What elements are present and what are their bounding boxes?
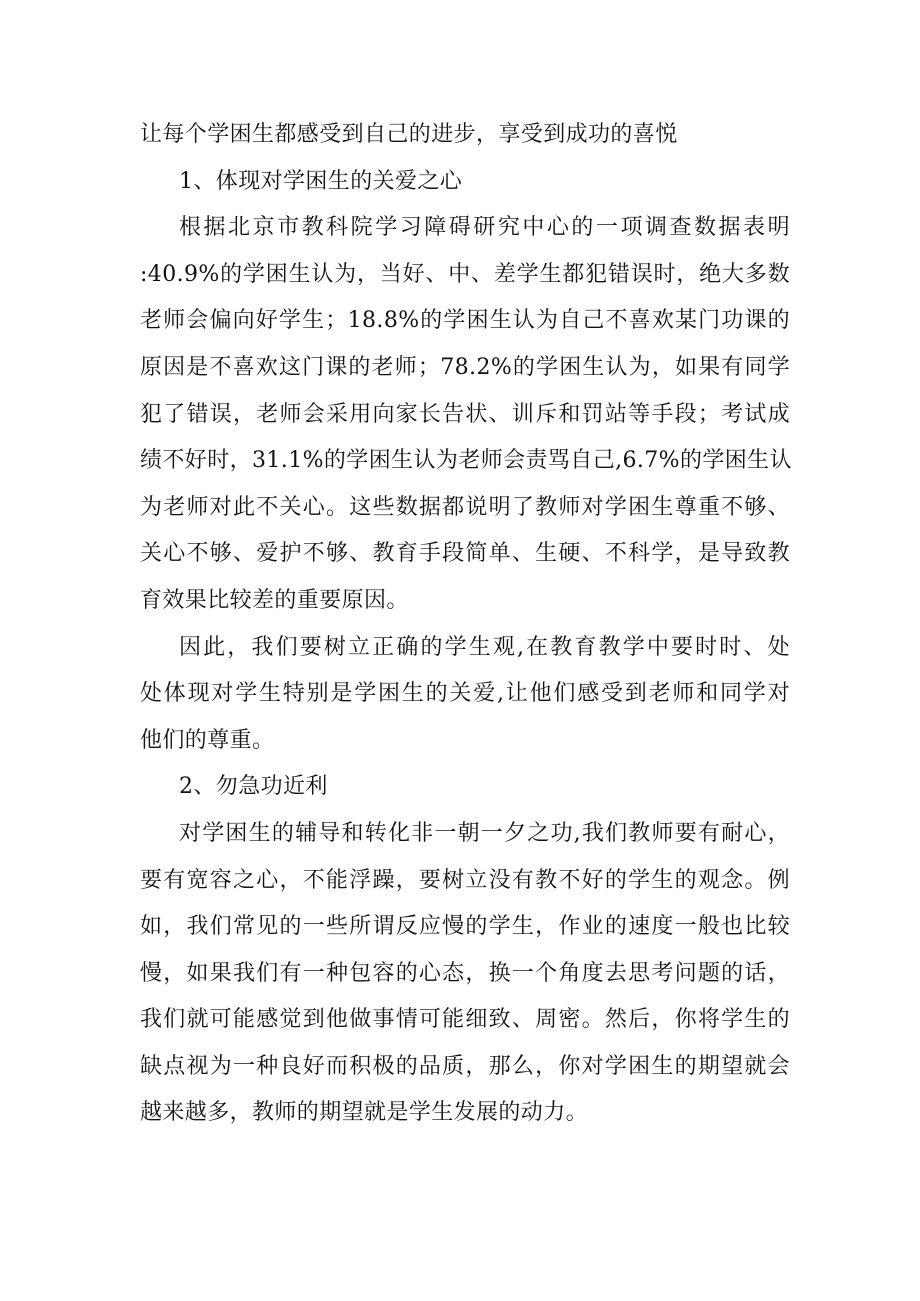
- text-line: 慢，如果我们有一种包容的心态，换一个角度去思考问题的话，: [140, 960, 790, 986]
- section-heading: 1、体现对学困生的关爱之心: [179, 168, 463, 194]
- text-line: 让每个学困生都感受到自己的进步，享受到成功的喜悦: [140, 122, 678, 147]
- text-line: 缺点视为一种良好而积极的品质，那么，你对学困生的期望就会: [140, 1053, 790, 1079]
- text-line: 要有宽容之心，不能浮躁，要树立没有教不好的学生的观念。例: [140, 867, 790, 893]
- text-line: 越来越多，教师的期望就是学生发展的动力。: [140, 1100, 589, 1126]
- text-line: 根据北京市教科院学习障碍研究中心的一项调查数据表明: [179, 215, 790, 241]
- text-line: 为老师对此不关心。这些数据都说明了教师对学困生尊重不够、: [140, 494, 790, 520]
- text-line: 处体现对学生特别是学困生的关爱,让他们感受到老师和同学对: [140, 681, 790, 707]
- text-line: 对学困生的辅导和转化非一朝一夕之功,我们教师要有耐心，: [179, 820, 790, 846]
- text-line: 绩不好时，31.1%的学困生认为老师会责骂自己,6.7%的学困生认: [140, 448, 792, 474]
- text-line: 如，我们常见的一些所谓反应慢的学生，作业的速度一般也比较: [140, 914, 790, 940]
- text-line: 犯了错误，老师会采用向家长告状、训斥和罚站等手段；考试成: [140, 401, 790, 427]
- body-text: [140, 112, 790, 1137]
- text-line: 育效果比较差的重要原因。: [140, 587, 409, 613]
- text-line: 我们就可能感觉到他做事情可能细致、周密。然后，你将学生的: [140, 1007, 790, 1033]
- text-line: 关心不够、爱护不够、教育手段简单、生硬、不科学，是导致教: [140, 541, 790, 567]
- text-line: 他们的尊重。: [140, 727, 275, 753]
- text-line: :40.9%的学困生认为，当好、中、差学生都犯错误时，绝大多数: [140, 261, 790, 287]
- text-line: 因此，我们要树立正确的学生观,在教育教学中要时时、处: [179, 634, 790, 660]
- text-line: 原因是不喜欢这门课的老师；78.2%的学困生认为，如果有同学: [140, 354, 790, 380]
- text-line: 老师会偏向好学生；18.8%的学困生认为自己不喜欢某门功课的: [140, 308, 790, 334]
- section-heading: 2、勿急功近利: [179, 774, 328, 800]
